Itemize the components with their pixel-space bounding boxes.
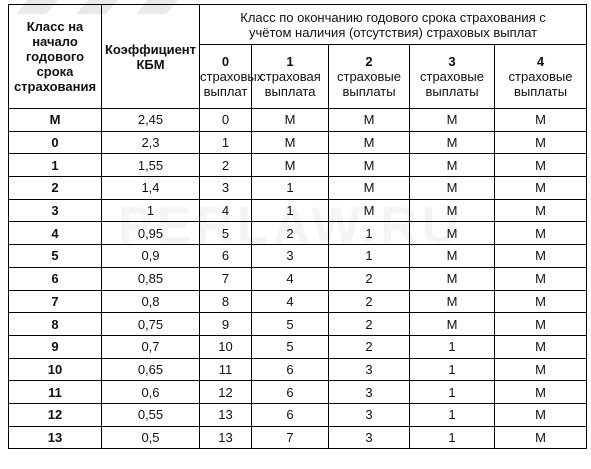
table-row [9,154,587,177]
cell-cls: 11 [9,381,102,404]
table-row [9,426,587,449]
cell-p1: М [252,131,329,154]
table-row [9,222,587,245]
cell-p0: 5 [200,222,252,245]
cell-p2: 2 [329,313,410,336]
header-payment-0: 0 страховых выплат [200,45,252,109]
cell-cls: 5 [9,245,102,268]
cell-p2: М [329,131,410,154]
cell-p0: 4 [200,199,252,222]
cell-p2: 2 [329,290,410,313]
cell-p3: 1 [410,381,495,404]
cell-p1: 1 [252,199,329,222]
cell-p1: 5 [252,335,329,358]
cell-kbm: 0,95 [102,222,200,245]
cell-p0: 9 [200,313,252,336]
cell-p2: М [329,109,410,132]
cell-kbm: 0,6 [102,381,200,404]
cell-p3: М [410,154,495,177]
cell-p0: 12 [200,381,252,404]
cell-p1: М [252,154,329,177]
cell-p3: М [410,245,495,268]
cell-p4: М [495,403,587,426]
cell-p4: М [495,154,587,177]
table-row [9,290,587,313]
table-row [9,131,587,154]
cell-p2: 3 [329,426,410,449]
cell-p3: М [410,109,495,132]
cell-p0: 13 [200,426,252,449]
table-row [9,245,587,268]
cell-kbm: 1 [102,199,200,222]
cell-p4: М [495,245,587,268]
cell-p3: 1 [410,335,495,358]
cell-kbm: 1,55 [102,154,200,177]
table-row [9,358,587,381]
cell-p4: М [495,177,587,200]
cell-cls: 4 [9,222,102,245]
cell-cls: 2 [9,177,102,200]
cell-p0: 11 [200,358,252,381]
cell-p2: 3 [329,381,410,404]
cell-p0: 3 [200,177,252,200]
cell-cls: 7 [9,290,102,313]
cell-p1: 2 [252,222,329,245]
cell-p1: 6 [252,403,329,426]
cell-kbm: 0,5 [102,426,200,449]
cell-cls: М [9,109,102,132]
cell-p3: М [410,199,495,222]
cell-kbm: 0,65 [102,358,200,381]
cell-p1: 4 [252,290,329,313]
cell-p4: М [495,290,587,313]
cell-kbm: 0,8 [102,290,200,313]
table-row [9,109,587,132]
kbm-table [8,4,587,449]
cell-p2: 2 [329,267,410,290]
cell-kbm: 2,45 [102,109,200,132]
header-start-class: Класс на начало годового срока страхования [9,5,102,109]
cell-p4: М [495,358,587,381]
cell-p4: М [495,199,587,222]
table-row [9,267,587,290]
cell-kbm: 0,75 [102,313,200,336]
cell-kbm: 0,7 [102,335,200,358]
cell-p2: 2 [329,335,410,358]
cell-p4: М [495,222,587,245]
cell-p0: 13 [200,403,252,426]
table-row [9,381,587,404]
cell-p0: 7 [200,267,252,290]
cell-p4: М [495,267,587,290]
cell-p2: 1 [329,245,410,268]
cell-p3: М [410,131,495,154]
cell-p3: М [410,290,495,313]
cell-cls: 9 [9,335,102,358]
table-row [9,177,587,200]
cell-p1: 6 [252,381,329,404]
cell-p3: М [410,177,495,200]
cell-p0: 8 [200,290,252,313]
cell-p2: 1 [329,222,410,245]
cell-kbm: 0,85 [102,267,200,290]
cell-p2: 3 [329,358,410,381]
cell-p4: М [495,426,587,449]
cell-cls: 6 [9,267,102,290]
cell-p4: М [495,335,587,358]
cell-p3: М [410,313,495,336]
table-row [9,335,587,358]
cell-p2: М [329,154,410,177]
header-payment-2: 2 страховые выплаты [329,45,410,109]
cell-p3: М [410,222,495,245]
cell-p4: М [495,381,587,404]
cell-p2: М [329,199,410,222]
cell-p1: 7 [252,426,329,449]
cell-kbm: 0,55 [102,403,200,426]
cell-p1: М [252,109,329,132]
cell-p0: 2 [200,154,252,177]
cell-p0: 1 [200,131,252,154]
cell-cls: 10 [9,358,102,381]
header-payment-3: 3 страховые выплаты [410,45,495,109]
cell-p4: М [495,313,587,336]
header-kbm: Коэффициент КБМ [102,5,200,109]
cell-kbm: 0,9 [102,245,200,268]
cell-cls: 1 [9,154,102,177]
cell-cls: 0 [9,131,102,154]
cell-cls: 13 [9,426,102,449]
cell-cls: 12 [9,403,102,426]
cell-p3: 1 [410,426,495,449]
cell-p2: М [329,177,410,200]
cell-p0: 6 [200,245,252,268]
cell-p2: 3 [329,403,410,426]
cell-kbm: 1,4 [102,177,200,200]
table-row [9,313,587,336]
cell-cls: 3 [9,199,102,222]
cell-p3: 1 [410,358,495,381]
cell-p1: 1 [252,177,329,200]
cell-p3: 1 [410,403,495,426]
table-row [9,403,587,426]
header-payment-1: 1 страховая выплата [252,45,329,109]
cell-kbm: 2,3 [102,131,200,154]
cell-cls: 8 [9,313,102,336]
cell-p1: 4 [252,267,329,290]
cell-p4: М [495,131,587,154]
cell-p1: 6 [252,358,329,381]
cell-p3: М [410,267,495,290]
cell-p1: 5 [252,313,329,336]
cell-p0: 10 [200,335,252,358]
header-payment-4: 4 страховые выплаты [495,45,587,109]
cell-p4: М [495,109,587,132]
cell-p1: 3 [252,245,329,268]
cell-p0: 0 [200,109,252,132]
header-end-class: Класс по окончанию годового срока страхования с учётом наличия (отсутствия) страховых выплат [200,5,587,45]
table-row [9,199,587,222]
